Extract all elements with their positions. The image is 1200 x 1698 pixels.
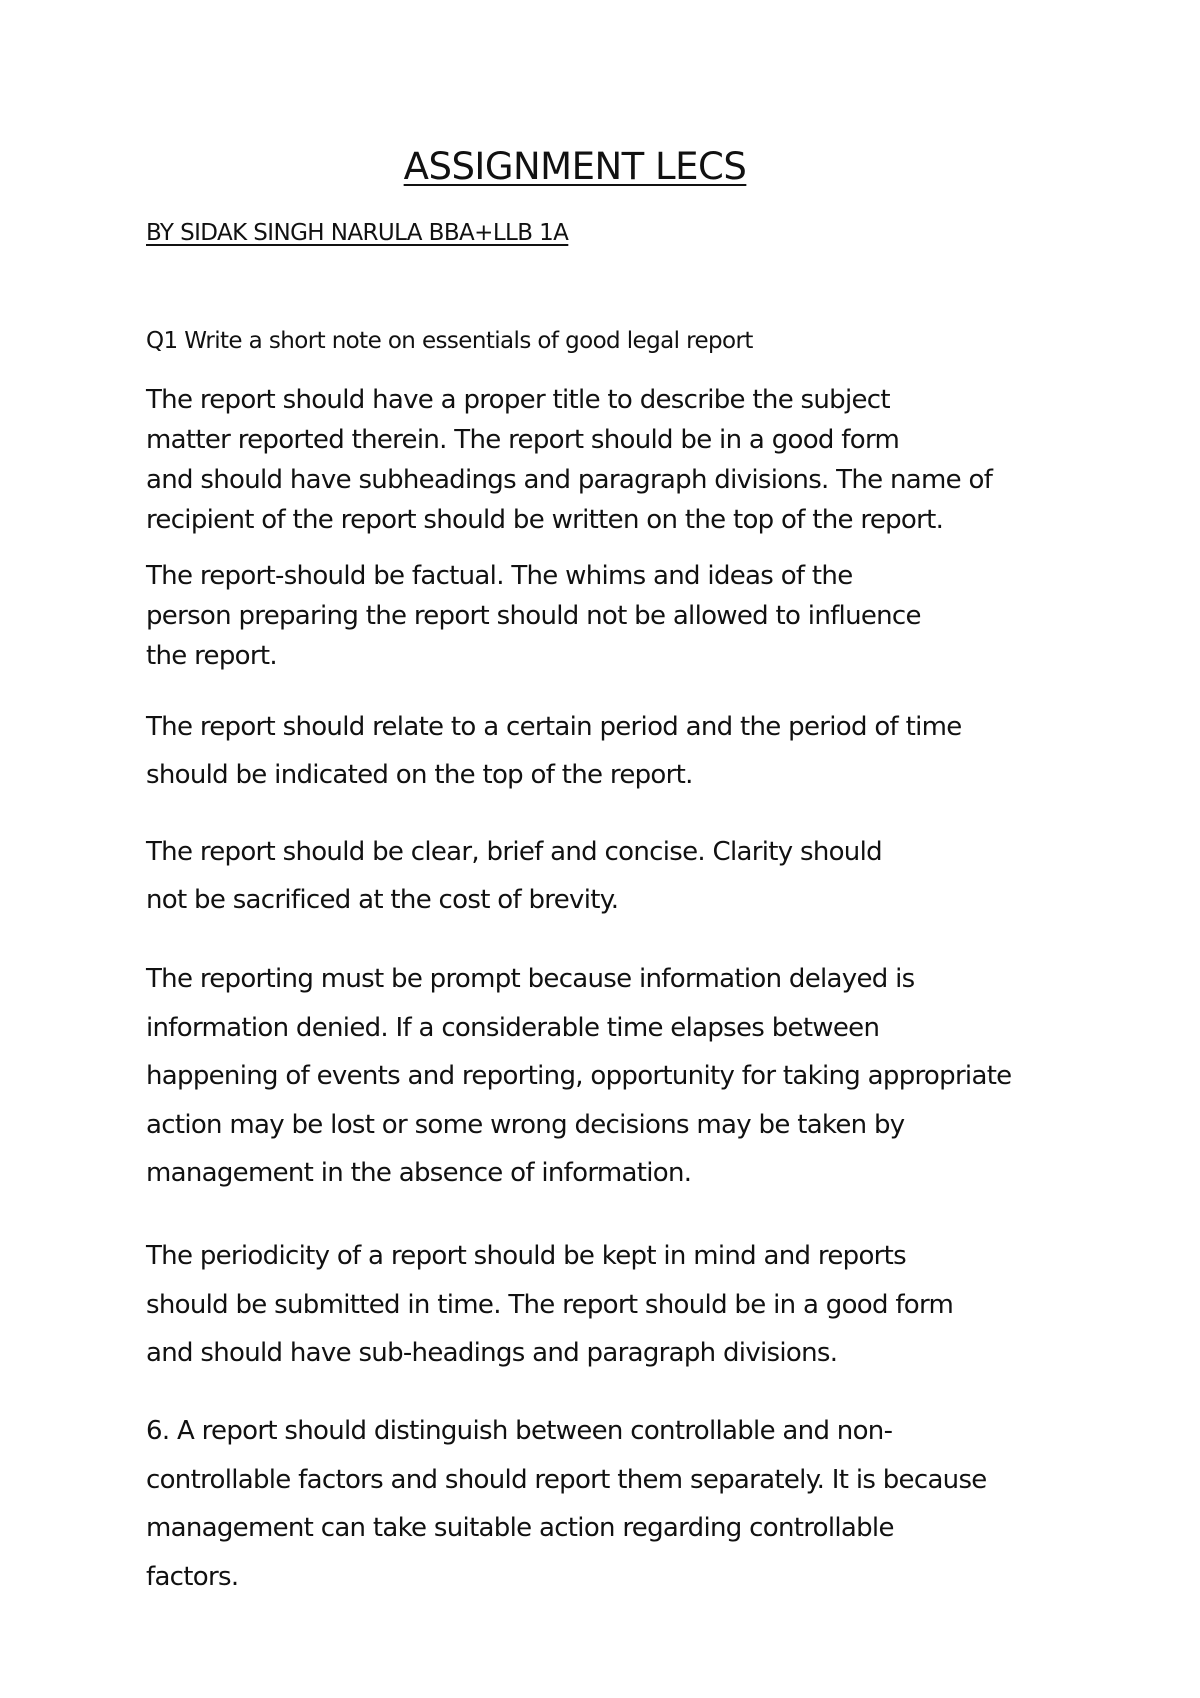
paragraph-line: The reporting must be prompt because information delayed is [146,964,915,994]
paragraph-line: management in the absence of information. [146,1158,692,1188]
document-title: ASSIGNMENT LECS [403,145,747,188]
author-line: BY SIDAK SINGH NARULA BBA+LLB 1A [146,220,569,246]
paragraph-line: information denied. If a considerable time elapses between [146,1012,880,1043]
paragraph-line: controllable factors and should report them separately. It is because [146,1464,987,1495]
paragraph-line: recipient of the report should be written on the top of the report. [146,505,944,535]
paragraph-line: and should have sub-headings and paragraph divisions. [146,1338,838,1368]
paragraph-line: happening of events and reporting, opportunity for taking appropriate [146,1061,1012,1091]
paragraph-line: The report should be clear, brief and concise. Clarity should [146,837,882,867]
paragraph-clarity [146,828,882,924]
paragraph-controllable-factors [146,1407,987,1601]
paragraph-line: The report-should be factual. The whims and ideas of the [146,561,853,591]
question-heading: Q1 Write a short note on essentials of good legal report [146,328,753,354]
paragraph-periodicity [146,1232,953,1378]
paragraph-line: The periodicity of a report should be kept in mind and reports [146,1241,906,1271]
paragraph-line: action may be lost or some wrong decisions may be taken by [146,1109,905,1140]
paragraph-line: should be submitted in time. The report should be in a good form [146,1289,954,1320]
paragraph-title-and-form [146,380,992,540]
paragraph-line: the report. [146,641,277,671]
paragraph-promptness [146,955,1011,1198]
paragraph-line: person preparing the report should not be allowed to influence [146,601,921,631]
paragraph-line: The report should have a proper title to describe the subject [146,385,890,415]
paragraph-period [146,703,962,799]
paragraph-line: The report should relate to a certain period and the period of time [146,712,962,742]
paragraph-line: 6. A report should distinguish between controllable and non- [146,1416,893,1446]
paragraph-line: matter reported therein. The report should be in a good form [146,425,900,455]
paragraph-line: should be indicated on the top of the report. [146,760,693,790]
paragraph-line: management can take suitable action regarding controllable [146,1513,894,1543]
paragraph-line: factors. [146,1561,239,1592]
paragraph-line: not be sacrificed at the cost of brevity. [146,885,619,915]
paragraph-factual [146,556,921,676]
paragraph-line: and should have subheadings and paragraph divisions. The name of [146,465,993,495]
